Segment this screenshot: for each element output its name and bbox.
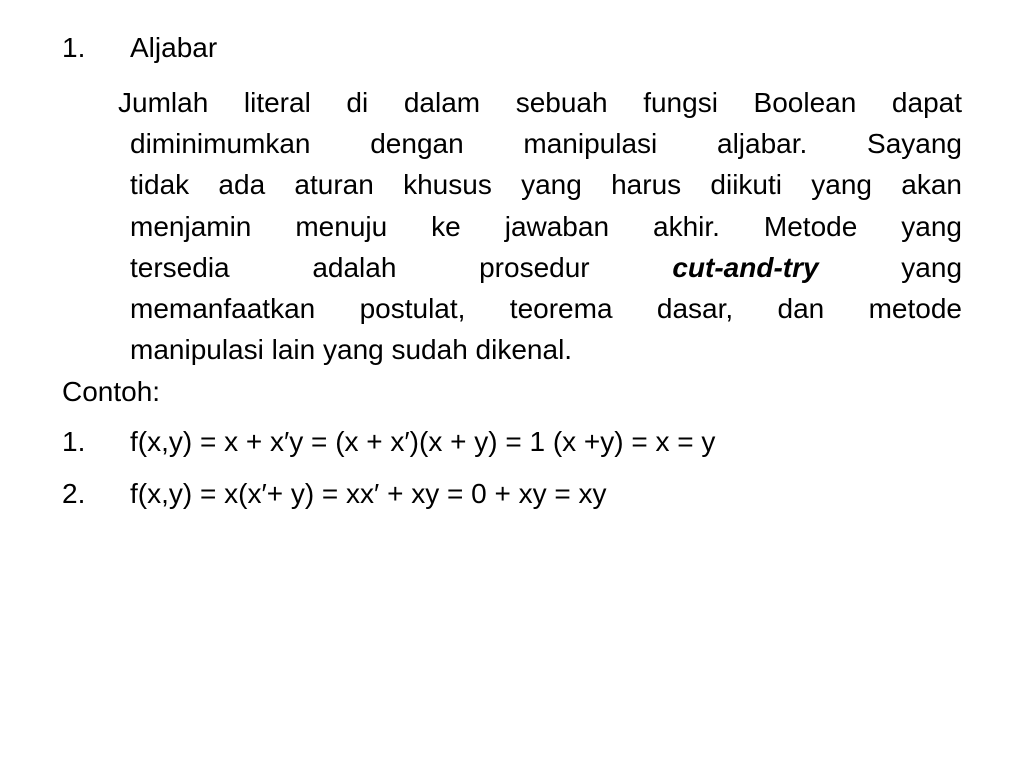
paragraph-line-4: menjamin menuju ke jawaban akhir. Metode yang [130, 210, 962, 242]
emphasis-cut-and-try: cut-and-try [672, 251, 819, 283]
examples-label: Contoh: [62, 376, 161, 407]
paragraph-line-1: Jumlah literal di dalam sebuah fungsi Boolean dapat [118, 87, 962, 118]
section-title: Aljabar [130, 32, 218, 63]
paragraph-line-2: diminimumkan dengan manipulasi aljabar. Sayang [130, 128, 962, 160]
paragraph-line-6: memanfaatkan postulat, teorema dasar, dan metode [130, 293, 962, 325]
section-number: 1. [62, 32, 86, 63]
paragraph-line-5-start: tersedia adalah prosedur [130, 251, 590, 283]
paragraph-line-7: manipulasi lain yang sudah dikenal. [130, 334, 573, 366]
example-number: 2. [62, 478, 86, 509]
paragraph-line-3: tidak ada aturan khusus yang harus diikuti yang akan [130, 169, 962, 201]
paragraph-line-5 [130, 247, 962, 288]
paragraph-line-5-end: yang [901, 251, 963, 283]
example-number: 1. [62, 426, 86, 457]
body-paragraph [118, 82, 963, 370]
example-equation: f(x,y) = x + x′y = (x + x′)(x + y) = 1 (x +y) = x = y [130, 426, 716, 457]
example-equation: f(x,y) = x(x′+ y) = xx′ + xy = 0 + xy = xy [130, 478, 607, 509]
